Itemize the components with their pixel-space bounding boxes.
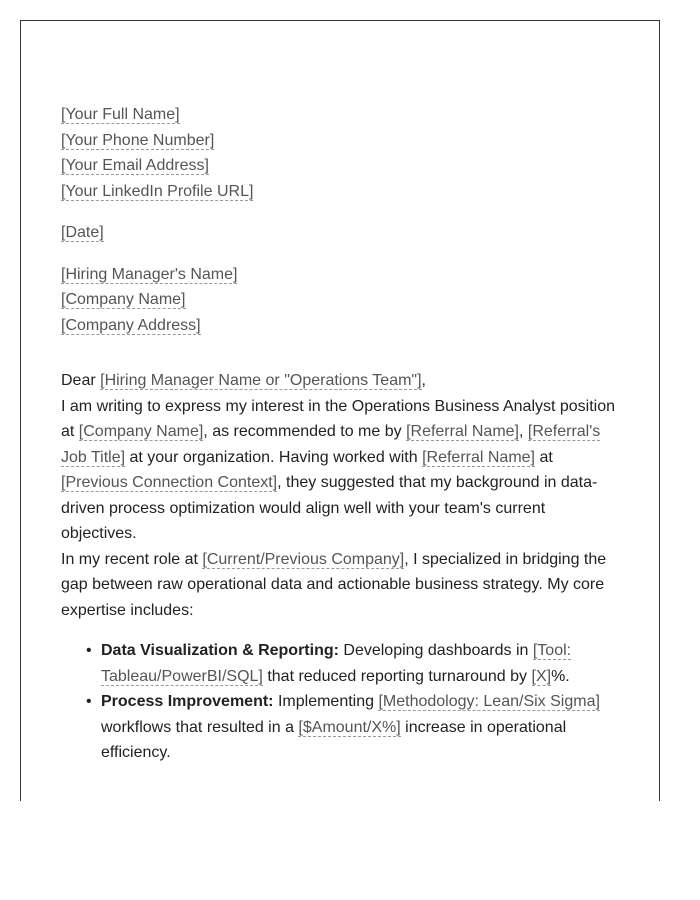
list-item-text: Implementing xyxy=(273,693,379,710)
list-item-title: Process Improvement: xyxy=(101,693,274,710)
methodology-placeholder[interactable]: [Methodology: Lean/Six Sigma] xyxy=(378,693,600,710)
sender-block xyxy=(61,102,621,204)
recipient-address-placeholder[interactable]: [Company Address] xyxy=(61,316,201,334)
salutation xyxy=(61,368,621,394)
paragraph-text: , I specialized in bridging the gap between raw operational data and actionable business strategy. My core expertise includes: xyxy=(61,550,607,619)
paragraph-experience xyxy=(61,547,621,624)
recipient-company-placeholder[interactable]: [Company Name] xyxy=(61,291,186,308)
company-name-placeholder[interactable]: [Company Name] xyxy=(78,423,204,440)
referral-job-title-placeholder[interactable]: [Referral's Job Title] xyxy=(61,423,601,466)
list-item xyxy=(86,638,621,689)
previous-connection-context-placeholder[interactable]: [Previous Connection Context] xyxy=(61,474,278,491)
sender-name-placeholder[interactable]: [Your Full Name] xyxy=(61,106,180,123)
paragraph-text: , they suggested that my background in data-driven process optimization would align well with your team's current objectives. xyxy=(61,474,598,542)
tool-placeholder[interactable]: [Tool: Tableau/PowerBI/SQL] xyxy=(101,642,572,685)
list-item xyxy=(86,689,621,766)
letter-page xyxy=(20,20,660,801)
salutation-name-placeholder[interactable]: [Hiring Manager Name or "Operations Team"] xyxy=(100,372,422,389)
sender-linkedin-placeholder[interactable]: [Your LinkedIn Profile URL] xyxy=(61,182,254,200)
paragraph-text: at xyxy=(535,448,553,466)
amount-placeholder[interactable]: [$Amount/X%] xyxy=(298,718,401,736)
current-company-placeholder[interactable]: [Current/Previous Company] xyxy=(202,550,405,568)
letter-content xyxy=(61,102,621,766)
percent-placeholder[interactable]: [X] xyxy=(531,667,552,685)
paragraph-text: , as recommended to me by xyxy=(203,423,407,440)
salutation-prefix: Dear xyxy=(61,372,101,389)
date-block xyxy=(61,220,621,246)
referral-name-placeholder[interactable]: [Referral Name] xyxy=(406,423,519,440)
list-item-text: Developing dashboards in xyxy=(338,642,533,659)
paragraph-text: at your organization. Having worked with xyxy=(125,448,423,466)
list-item-text: %. xyxy=(551,667,570,685)
paragraph-text: , xyxy=(518,423,528,440)
list-item-title: Data Visualization & Reporting: xyxy=(101,642,339,659)
sender-email-placeholder[interactable]: [Your Email Address] xyxy=(61,157,209,174)
paragraph-text: I am writing to express my interest in the Operations Business Analyst position at xyxy=(61,397,616,440)
list-item-text: workflows that resulted in a xyxy=(101,718,299,736)
paragraph-text: In my recent role at xyxy=(61,550,203,568)
paragraph-referral xyxy=(61,394,621,547)
recipient-block xyxy=(61,262,621,339)
list-item-text: increase in operational efficiency. xyxy=(101,718,567,761)
salutation-suffix: , xyxy=(421,372,426,389)
expertise-list xyxy=(61,638,621,766)
date-placeholder[interactable]: [Date] xyxy=(61,224,104,241)
sender-phone-placeholder[interactable]: [Your Phone Number] xyxy=(61,131,215,149)
recipient-name-placeholder[interactable]: [Hiring Manager's Name] xyxy=(61,265,238,283)
bullet-icon: • xyxy=(86,642,92,659)
bullet-icon: • xyxy=(86,693,92,710)
referral-name-placeholder[interactable]: [Referral Name] xyxy=(422,448,535,466)
list-item-text: that reduced reporting turnaround by xyxy=(262,667,532,685)
